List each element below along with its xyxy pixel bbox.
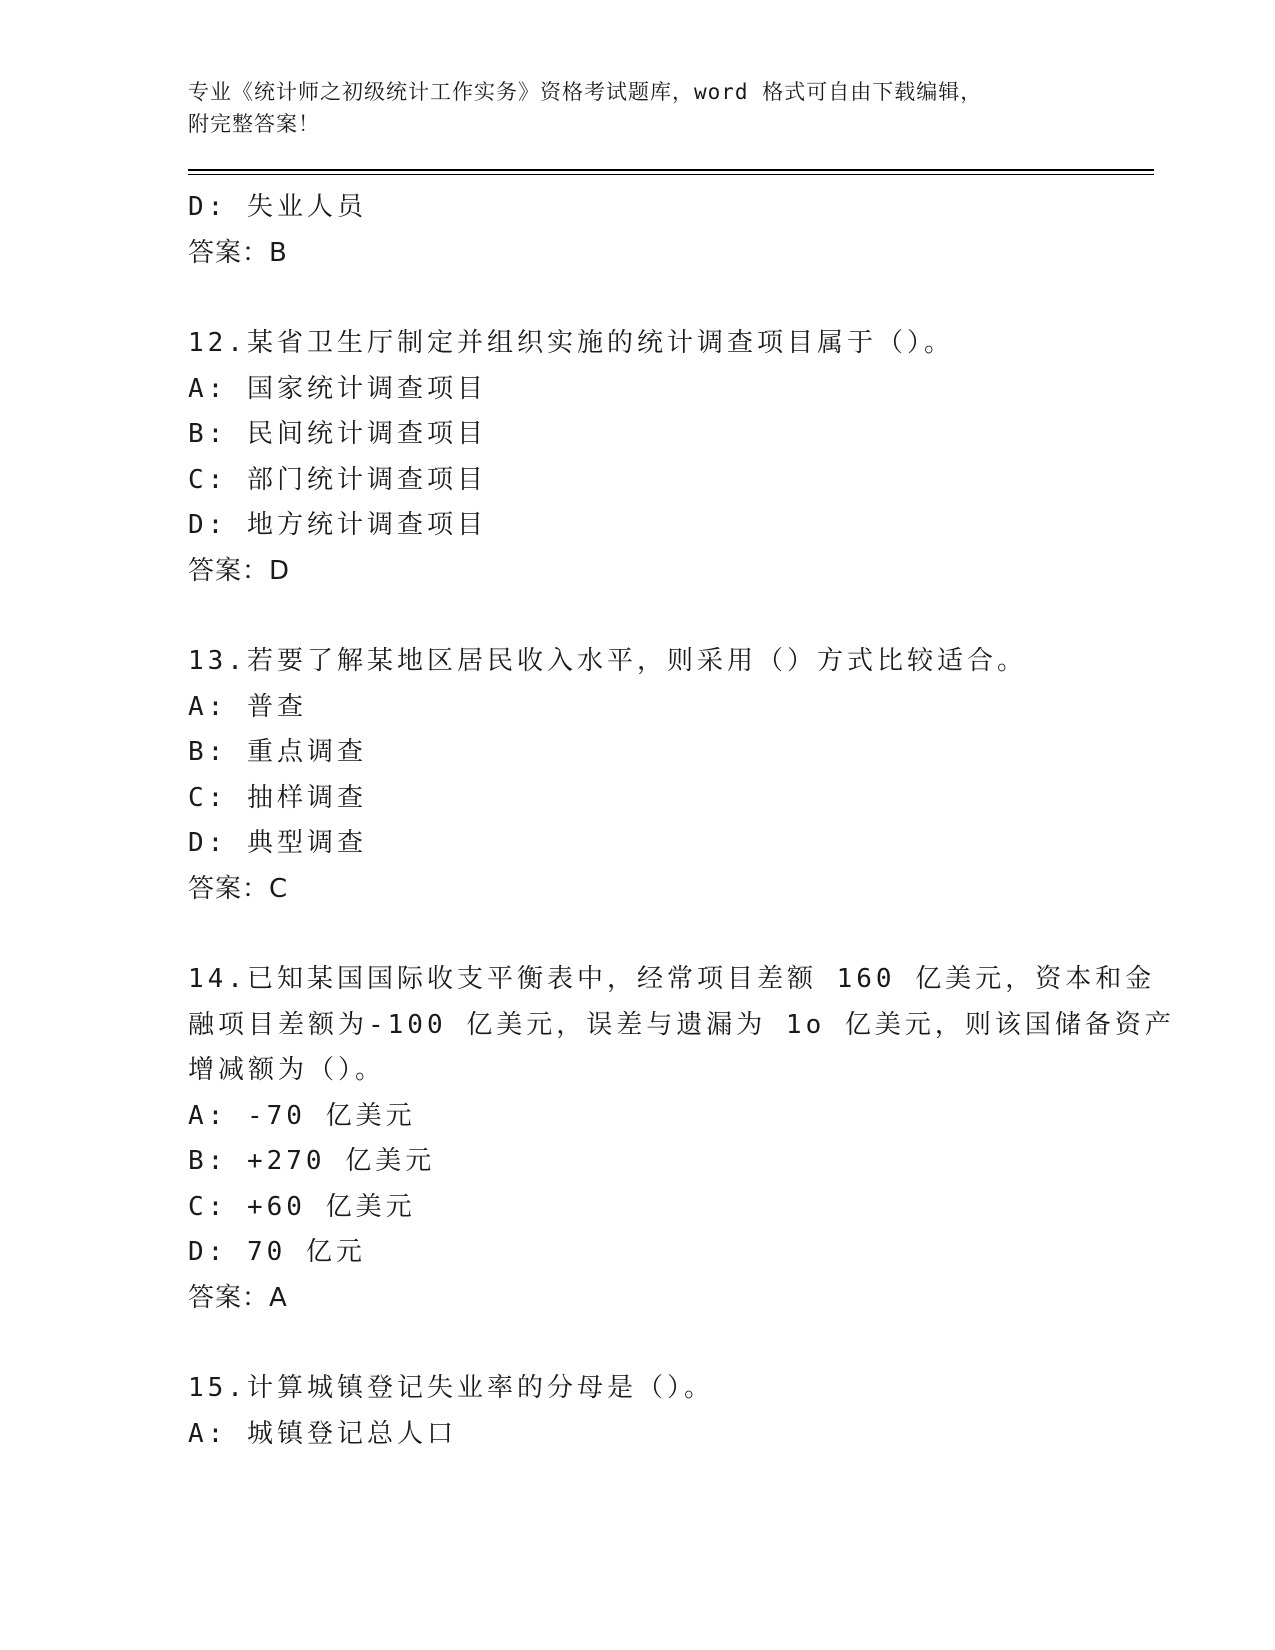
option-c: C: 部门统计调查项目 — [188, 464, 487, 495]
question-stem: 13.若要了解某地区居民收入水平，则采用（）方式比较适合。 — [188, 646, 1027, 676]
question-stem-line-3: 增减额为（）。 — [188, 1055, 386, 1085]
question-15 — [188, 1366, 1148, 1457]
question-stem-line-2: 融项目差额为-100 亿美元，误差与遗漏为 1o 亿美元，则该国储备资产 — [188, 1009, 1175, 1040]
document-page — [188, 0, 1175, 1457]
answer: 答案：C — [188, 873, 289, 904]
question-13 — [188, 639, 1148, 912]
option-a: A: 普查 — [188, 691, 307, 722]
question-12 — [188, 321, 1148, 594]
option-c: C: 抽样调查 — [188, 782, 367, 813]
option-b: B: +270 亿美元 — [188, 1146, 436, 1176]
header-divider — [188, 169, 1154, 175]
option-d: D: 典型调查 — [188, 828, 367, 858]
option-a: A: 国家统计调查项目 — [188, 373, 487, 404]
option-b: B: 民间统计调查项目 — [188, 419, 487, 449]
option-c: C: +60 亿美元 — [188, 1191, 416, 1222]
option-a: A: -70 亿美元 — [188, 1100, 416, 1131]
header-line-1: 专业《统计师之初级统计工作实务》资格考试题库，word 格式可自由下载编辑， — [188, 80, 983, 104]
answer: 答案：D — [188, 555, 291, 586]
document-content — [188, 185, 1175, 1457]
option-d: D: 70 亿元 — [188, 1237, 366, 1267]
option-d: D: 地方统计调查项目 — [188, 510, 487, 540]
answer: 答案：A — [188, 1282, 288, 1313]
option-d: D: 失业人员 — [188, 192, 367, 222]
option-a: A: 城镇登记总人口 — [188, 1418, 457, 1449]
header-line-2: 附完整答案！ — [188, 112, 320, 136]
option-b: B: 重点调查 — [188, 737, 367, 767]
question-stem: 15.计算城镇登记失业率的分母是（）。 — [188, 1373, 714, 1403]
question-stem-line-1: 14.已知某国国际收支平衡表中，经常项目差额 160 亿美元，资本和金 — [188, 964, 1156, 994]
answer: 答案：B — [188, 237, 288, 268]
document-header — [188, 76, 1088, 140]
question-14 — [188, 957, 1175, 1321]
question-stem: 12.某省卫生厅制定并组织实施的统计调查项目属于（）。 — [188, 328, 954, 358]
